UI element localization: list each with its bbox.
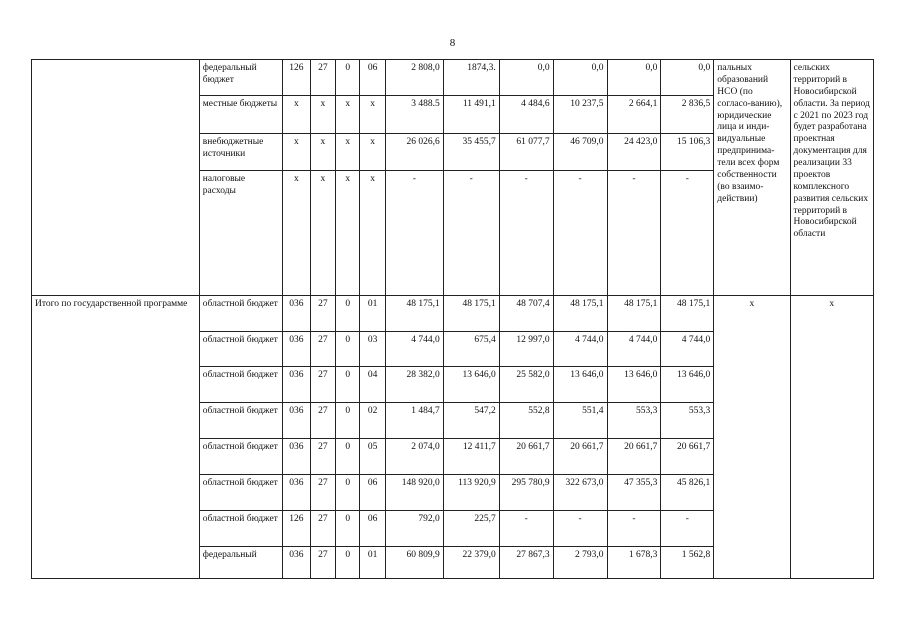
- amount-cell: 4 744,0: [385, 332, 443, 367]
- code-cell: 126: [283, 511, 310, 547]
- code-cell: 01: [360, 547, 385, 579]
- amount-cell: 1874,3.: [443, 60, 499, 96]
- amount-cell: 792,0: [385, 511, 443, 547]
- amount-cell: 322 673,0: [553, 475, 607, 511]
- code-cell: 06: [360, 511, 385, 547]
- amount-cell: 1 562,8: [661, 547, 714, 579]
- code-cell: 0: [336, 511, 360, 547]
- code-cell: 036: [283, 475, 310, 511]
- amount-cell: 20 661,7: [553, 439, 607, 475]
- code-cell: x: [310, 134, 335, 171]
- amount-cell: 22 379,0: [443, 547, 499, 579]
- code-cell: 27: [310, 296, 335, 332]
- amount-cell: 12 411,7: [443, 439, 499, 475]
- code-cell: 036: [283, 439, 310, 475]
- table-row: [32, 296, 874, 332]
- funding-source: областной бюджет: [199, 296, 282, 332]
- funding-source: федеральный бюджет: [199, 60, 282, 96]
- amount-cell: -: [499, 511, 553, 547]
- amount-cell: 12 997,0: [499, 332, 553, 367]
- code-cell: 05: [360, 439, 385, 475]
- code-cell: 0: [336, 332, 360, 367]
- amount-cell: 4 744,0: [661, 332, 714, 367]
- amount-cell: 48 175,1: [607, 296, 661, 332]
- funding-source: областной бюджет: [199, 403, 282, 439]
- code-cell: x: [310, 171, 335, 296]
- amount-cell: 148 920,0: [385, 475, 443, 511]
- amount-cell: 4 744,0: [553, 332, 607, 367]
- code-cell: 27: [310, 403, 335, 439]
- code-cell: 036: [283, 332, 310, 367]
- empty-cell: [32, 60, 200, 296]
- amount-cell: 1 484,7: [385, 403, 443, 439]
- amount-cell: 0,0: [607, 60, 661, 96]
- code-cell: 27: [310, 511, 335, 547]
- code-cell: 06: [360, 60, 385, 96]
- amount-cell: 113 920,9: [443, 475, 499, 511]
- amount-cell: -: [607, 171, 661, 296]
- amount-cell: 225,7: [443, 511, 499, 547]
- amount-cell: -: [553, 511, 607, 547]
- code-cell: 036: [283, 547, 310, 579]
- amount-cell: 11 491,1: [443, 96, 499, 134]
- amount-cell: 28 382,0: [385, 367, 443, 403]
- amount-cell: 547,2: [443, 403, 499, 439]
- funding-source: налоговые расходы: [199, 171, 282, 296]
- code-cell: 0: [336, 475, 360, 511]
- amount-cell: -: [499, 171, 553, 296]
- amount-cell: 4 744,0: [607, 332, 661, 367]
- funding-source: местные бюджеты: [199, 96, 282, 134]
- amount-cell: 25 582,0: [499, 367, 553, 403]
- amount-cell: 61 077,7: [499, 134, 553, 171]
- amount-cell: 675,4: [443, 332, 499, 367]
- code-cell: 27: [310, 475, 335, 511]
- code-cell: x: [360, 96, 385, 134]
- amount-cell: 20 661,7: [661, 439, 714, 475]
- amount-cell: 4 484,6: [499, 96, 553, 134]
- amount-cell: 13 646,0: [443, 367, 499, 403]
- amount-cell: 48 175,1: [443, 296, 499, 332]
- amount-cell: 2 793,0: [553, 547, 607, 579]
- code-cell: 0: [336, 403, 360, 439]
- amount-cell: 552,8: [499, 403, 553, 439]
- amount-cell: 27 867,3: [499, 547, 553, 579]
- amount-cell: 2 808,0: [385, 60, 443, 96]
- amount-cell: 10 237,5: [553, 96, 607, 134]
- funding-source: областной бюджет: [199, 475, 282, 511]
- code-cell: x: [283, 171, 310, 296]
- amount-cell: 20 661,7: [499, 439, 553, 475]
- code-cell: x: [360, 171, 385, 296]
- amount-cell: 0,0: [661, 60, 714, 96]
- code-cell: 036: [283, 367, 310, 403]
- code-cell: 02: [360, 403, 385, 439]
- amount-cell: 48 175,1: [661, 296, 714, 332]
- funding-source: областной бюджет: [199, 332, 282, 367]
- code-cell: 27: [310, 60, 335, 96]
- code-cell: 27: [310, 367, 335, 403]
- code-cell: x: [336, 96, 360, 134]
- funding-source: областной бюджет: [199, 511, 282, 547]
- code-cell: x: [310, 96, 335, 134]
- amount-cell: 26 026,6: [385, 134, 443, 171]
- funding-source: внебюджетные источники: [199, 134, 282, 171]
- amount-cell: 0,0: [499, 60, 553, 96]
- amount-cell: 553,3: [661, 403, 714, 439]
- table-row: [32, 60, 874, 96]
- amount-cell: 13 646,0: [607, 367, 661, 403]
- code-cell: 06: [360, 475, 385, 511]
- code-cell: 27: [310, 547, 335, 579]
- amount-cell: 46 709,0: [553, 134, 607, 171]
- amount-cell: 48 175,1: [385, 296, 443, 332]
- code-cell: 126: [283, 60, 310, 96]
- code-cell: 036: [283, 403, 310, 439]
- code-cell: 0: [336, 439, 360, 475]
- funding-source: федеральный: [199, 547, 282, 579]
- amount-cell: 47 355,3: [607, 475, 661, 511]
- amount-cell: 2 664,1: [607, 96, 661, 134]
- amount-cell: 15 106,3: [661, 134, 714, 171]
- amount-cell: 1 678,3: [607, 547, 661, 579]
- code-cell: 0: [336, 547, 360, 579]
- code-cell: 04: [360, 367, 385, 403]
- amount-cell: 45 826,1: [661, 475, 714, 511]
- code-cell: 0: [336, 296, 360, 332]
- amount-cell: 2 074,0: [385, 439, 443, 475]
- amount-cell: 13 646,0: [553, 367, 607, 403]
- code-cell: x: [283, 96, 310, 134]
- code-cell: x: [283, 134, 310, 171]
- amount-cell: 48 707,4: [499, 296, 553, 332]
- code-cell: x: [336, 134, 360, 171]
- amount-cell: 24 423,0: [607, 134, 661, 171]
- program-total-title: Итого по государственной программе: [32, 296, 200, 579]
- expected-results-cell: x: [790, 296, 873, 579]
- amount-cell: -: [661, 171, 714, 296]
- funding-source: областной бюджет: [199, 367, 282, 403]
- amount-cell: -: [607, 511, 661, 547]
- amount-cell: -: [553, 171, 607, 296]
- participants-cell: x: [714, 296, 790, 579]
- participants-cell: пальных образований НСО (по согласо-ванию), юридические лица и инди-видуальные предпринима-тели всех форм собственности (во взаимо-действии): [714, 60, 790, 296]
- amount-cell: 553,3: [607, 403, 661, 439]
- amount-cell: 295 780,9: [499, 475, 553, 511]
- code-cell: x: [360, 134, 385, 171]
- amount-cell: -: [385, 171, 443, 296]
- code-cell: 27: [310, 332, 335, 367]
- page-number: 8: [449, 37, 456, 49]
- code-cell: 0: [336, 60, 360, 96]
- amount-cell: 48 175,1: [553, 296, 607, 332]
- amount-cell: 35 455,7: [443, 134, 499, 171]
- amount-cell: -: [443, 171, 499, 296]
- amount-cell: -: [661, 511, 714, 547]
- code-cell: 03: [360, 332, 385, 367]
- code-cell: x: [336, 171, 360, 296]
- budget-table: [31, 59, 874, 579]
- amount-cell: 20 661,7: [607, 439, 661, 475]
- amount-cell: 3 488.5: [385, 96, 443, 134]
- amount-cell: 551,4: [553, 403, 607, 439]
- amount-cell: 60 809,9: [385, 547, 443, 579]
- amount-cell: 2 836,5: [661, 96, 714, 134]
- amount-cell: 0,0: [553, 60, 607, 96]
- expected-results-cell: сельских территорий в Новосибирской области. За период с 2021 по 2023 год будет разработана проектная документация для реализации 33 проектов комплексного развития сельских территорий в Новосибирской области: [790, 60, 873, 296]
- funding-source: областной бюджет: [199, 439, 282, 475]
- code-cell: 036: [283, 296, 310, 332]
- amount-cell: 13 646,0: [661, 367, 714, 403]
- code-cell: 27: [310, 439, 335, 475]
- code-cell: 0: [336, 367, 360, 403]
- code-cell: 01: [360, 296, 385, 332]
